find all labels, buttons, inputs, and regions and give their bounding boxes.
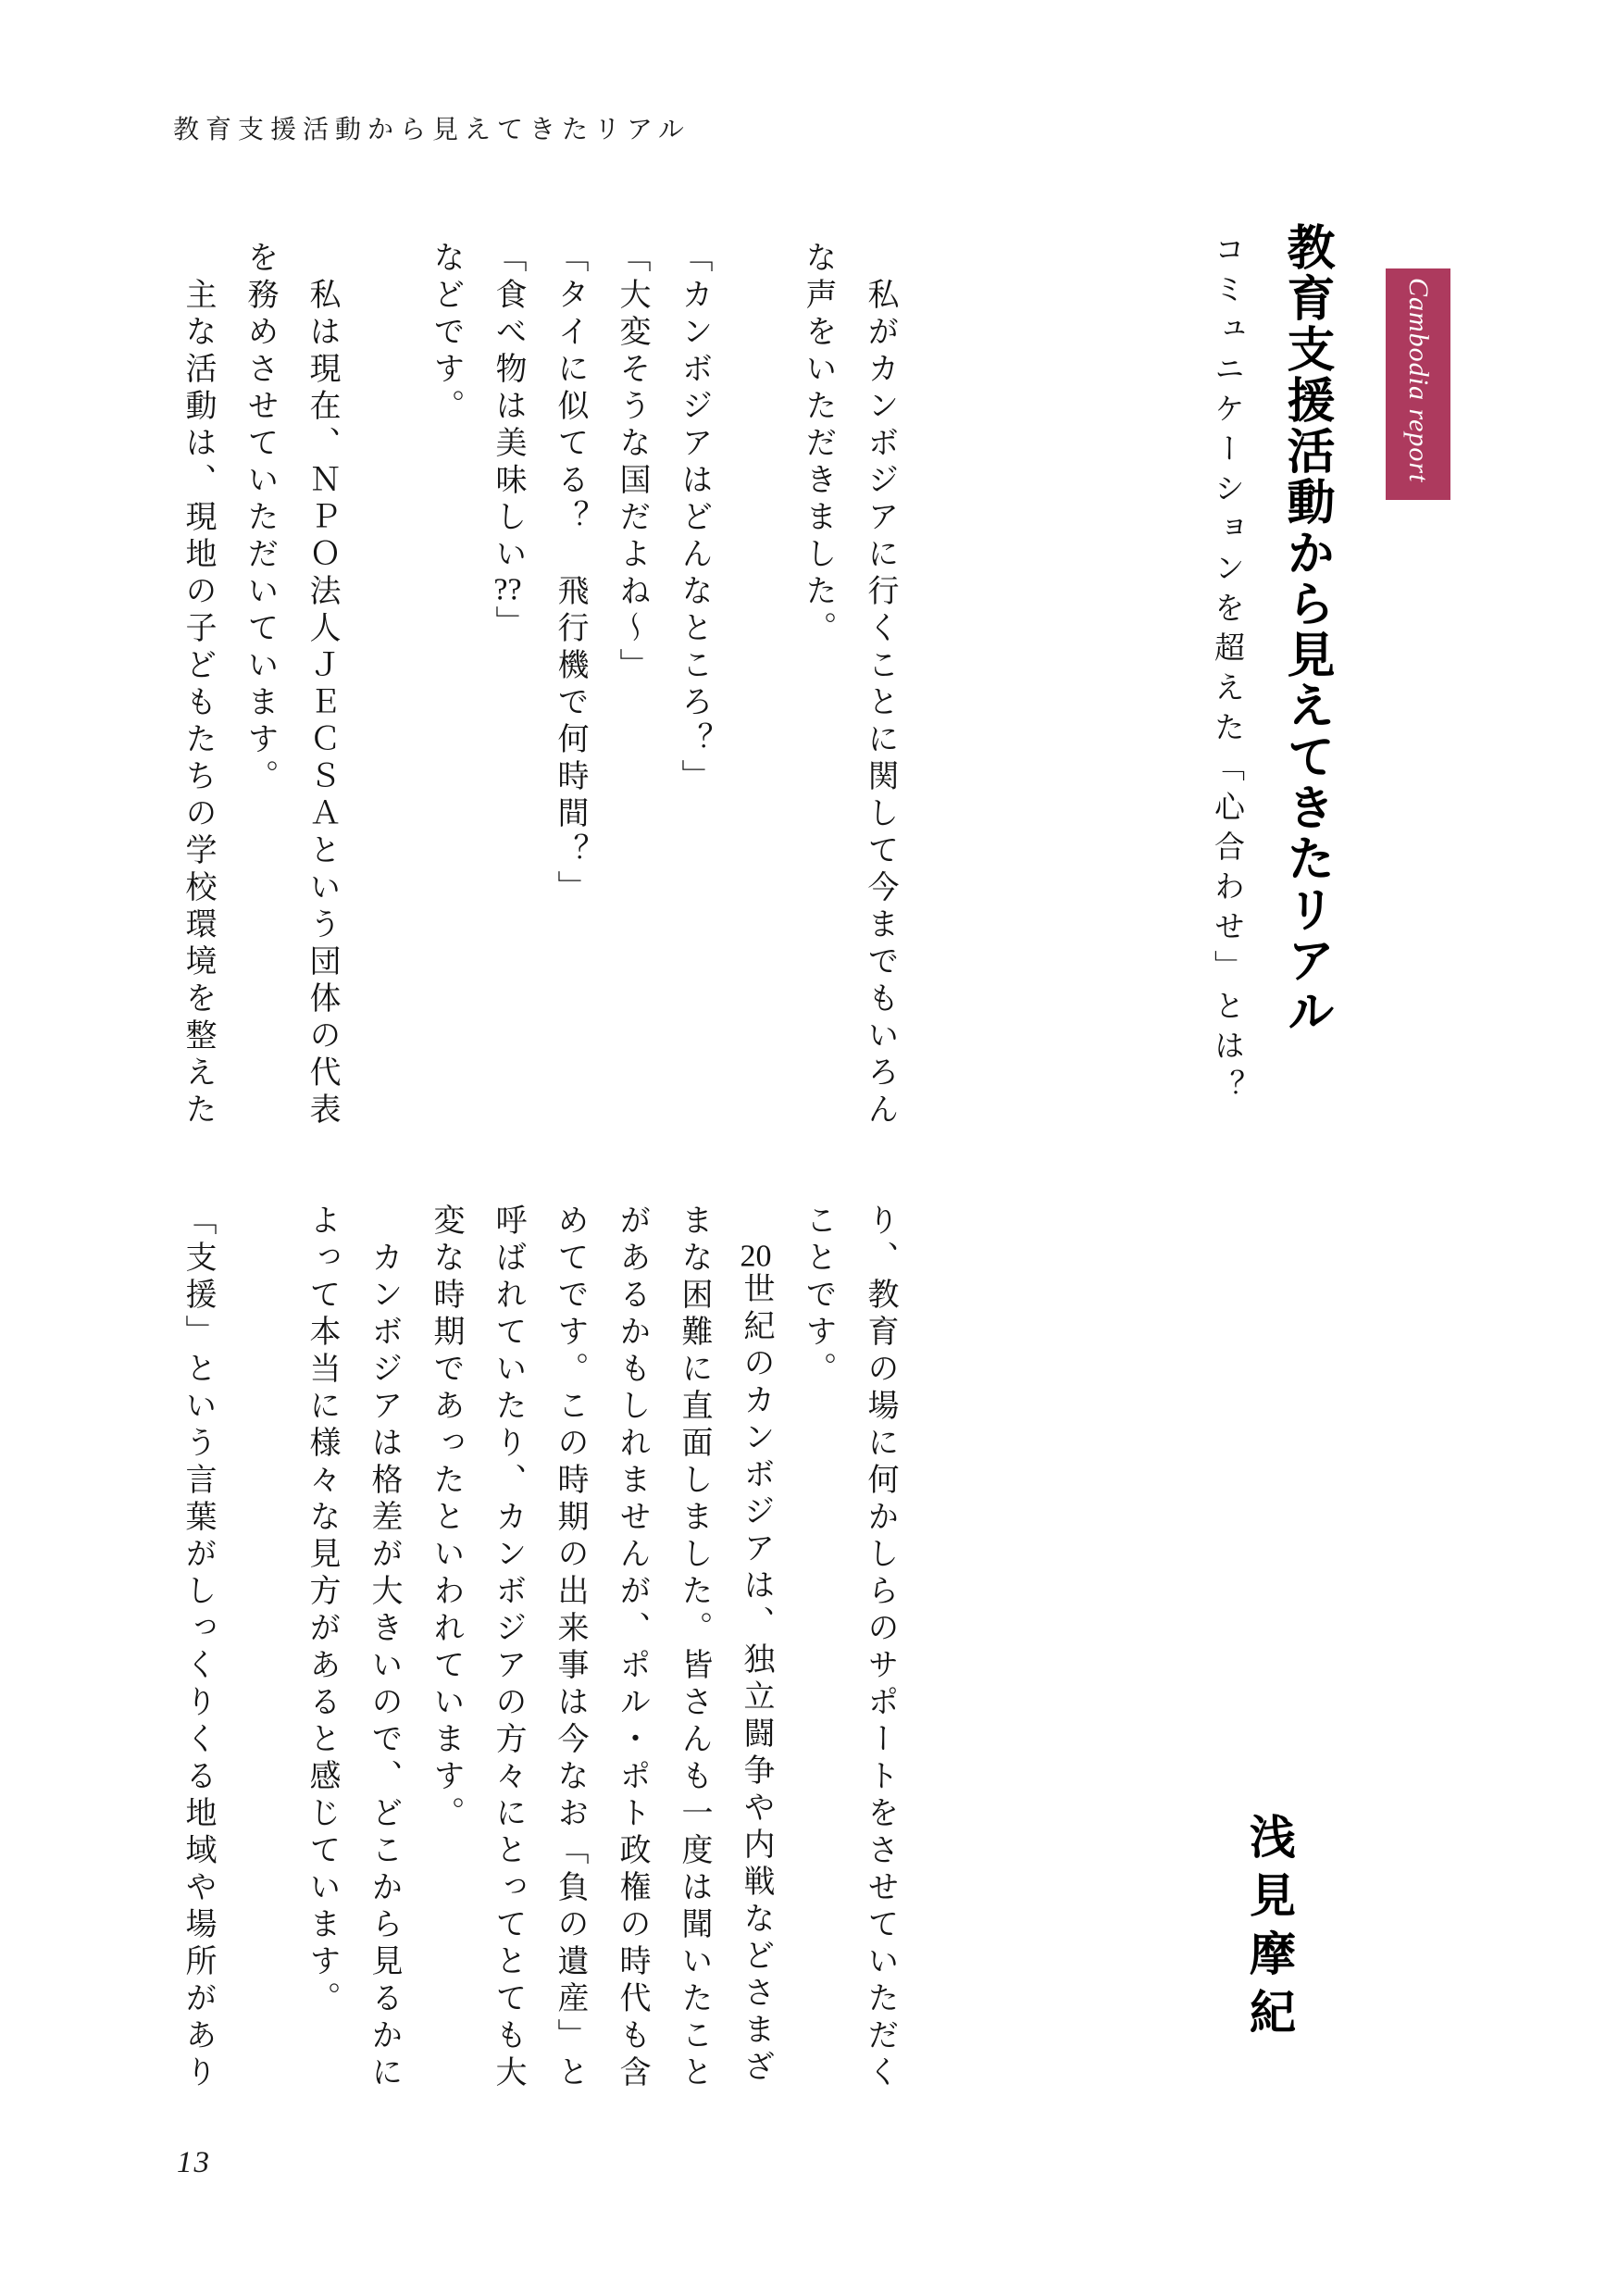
text-column-line: 変な時期であったといわれています。 bbox=[429, 1204, 463, 1833]
text-column-line: ことです。 bbox=[801, 1204, 835, 1389]
text-column-line: カンボジアは格差が大きいので、どこから見るかに bbox=[367, 1241, 401, 2092]
text-column-line: よって本当に様々な見方があると感じています。 bbox=[305, 1204, 339, 2018]
body-text-row-2 bbox=[167, 1204, 911, 2092]
text-column-line: 主な活動は、現地の子どもたちの学校環境を整えた bbox=[180, 278, 215, 1129]
text-column-line: 私は現在、ＮＰＯ法人ＪＥＣＳＡという団体の代表 bbox=[305, 278, 339, 1129]
text-column-line: 「カンボジアはどんなところ？」 bbox=[677, 241, 711, 796]
text-column-line: めてです。この時期の出来事は今なお「負の遺産」と bbox=[553, 1204, 587, 2092]
article-title: 教育支援活動から見えてきたリアル bbox=[1279, 222, 1333, 1037]
text-column-line: 「食べ物は美味しい??」 bbox=[491, 241, 525, 643]
text-column-line: な声をいただきました。 bbox=[801, 241, 835, 648]
text-column-line: などです。 bbox=[429, 241, 463, 426]
text-column-line: 「大変そうな国だよね〜」 bbox=[615, 241, 649, 685]
kicker-banner-label: Cambodia report bbox=[1403, 278, 1434, 483]
text-column-line: 私がカンボジアに行くことに関して今までもいろん bbox=[863, 278, 897, 1129]
kicker-banner bbox=[1386, 268, 1450, 500]
running-header: 教育支援活動から見えてきたリアル bbox=[173, 116, 691, 144]
page-number: 13 bbox=[177, 2146, 211, 2179]
text-column-line: 20世紀のカンボジアは、独立闘争や内戦などさまざ bbox=[739, 1241, 773, 2087]
text-column-line: 「支援」という言葉がしっくりくる地域や場所があり bbox=[180, 1204, 215, 2092]
author-name: 浅見摩紀 bbox=[1243, 1813, 1295, 2046]
text-column-line: があるかもしれませんが、ポル・ポト政権の時代も含 bbox=[615, 1204, 649, 2092]
article-subtitle: コミュニケーションを超えた「心合わせ」とは？ bbox=[1210, 233, 1243, 1109]
body-text-row-1 bbox=[167, 241, 911, 1129]
text-column-line: を務めさせていただいています。 bbox=[243, 241, 277, 796]
text-column-line: り、教育の場に何かしらのサポートをさせていただく bbox=[863, 1204, 897, 2092]
text-column-line: 呼ばれていたり、カンボジアの方々にとってとても大 bbox=[491, 1204, 525, 2092]
text-column-line: まな困難に直面しました。皆さんも一度は聞いたこと bbox=[677, 1204, 711, 2092]
text-column-line: 「タイに似てる？ 飛行機で何時間？」 bbox=[553, 241, 587, 907]
